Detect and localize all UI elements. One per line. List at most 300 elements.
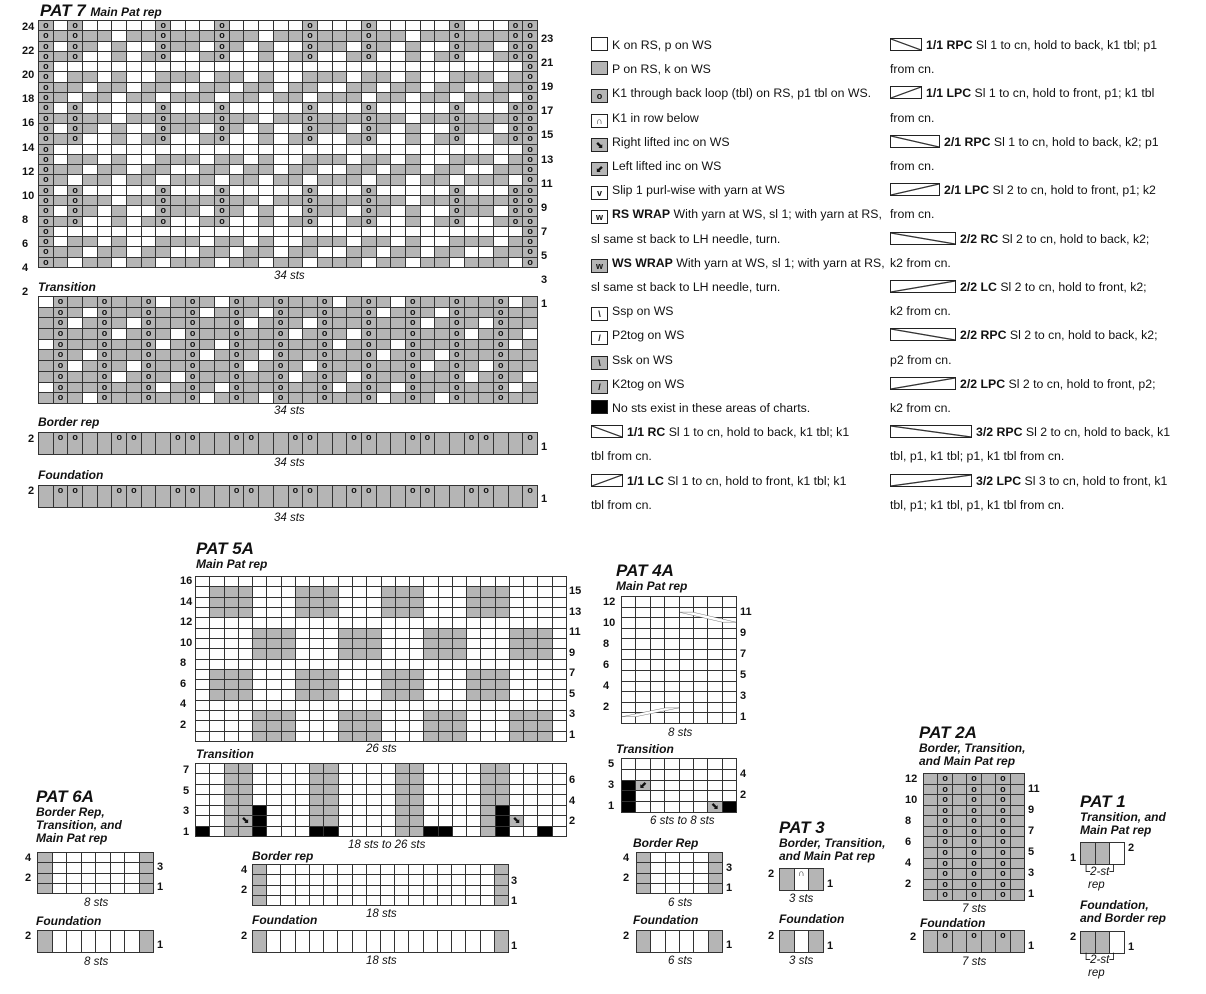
chart-cell (391, 83, 405, 92)
chart-cell (112, 361, 126, 371)
chart-cell (651, 682, 664, 692)
chart-cell (538, 660, 551, 669)
chart-cell (333, 318, 347, 328)
chart-cell (553, 721, 566, 730)
chart-cell (424, 806, 437, 815)
row-number: 15 (541, 129, 554, 142)
chart-cell (680, 759, 693, 769)
chart-cell (665, 671, 678, 681)
chart-cell (510, 690, 523, 699)
chart-cell: o (523, 134, 537, 143)
chart-cell (186, 175, 200, 184)
chart-cell (680, 931, 693, 952)
chart-cell (253, 896, 266, 905)
chart-cell (200, 52, 214, 61)
chart-cell (495, 886, 508, 895)
chart-cell (253, 690, 266, 699)
chart-cell: o (274, 340, 288, 350)
chart-cell (439, 587, 452, 596)
chart-cell (156, 433, 170, 454)
chart-cell: o (523, 145, 537, 154)
chart-cell (54, 196, 68, 205)
chart-cell (523, 340, 537, 350)
chart-cell (230, 196, 244, 205)
chart-cell (39, 383, 53, 393)
chart-cell (127, 21, 141, 30)
legend-item-text: Sl 1 to cn, hold to back, k1 tbl; k1 (665, 425, 850, 440)
pat3-subtitle: Border, Transition, and Main Pat rep (779, 836, 886, 863)
pat6a-title: PAT 6A (36, 787, 94, 806)
legend-item-text: Sl 2 to cn, hold to front, p2; (1005, 376, 1156, 391)
chart-cell (481, 774, 494, 783)
chart-cell (367, 680, 380, 689)
chart-cell: o (494, 329, 508, 339)
chart-cell (215, 372, 229, 382)
chart-cell (362, 175, 376, 184)
chart-cell: o (362, 329, 376, 339)
chart-cell (281, 875, 294, 884)
chart-cell (953, 774, 966, 784)
chart-cell: o (142, 340, 156, 350)
chart-cell: o (509, 134, 523, 143)
chart-cell (127, 258, 141, 267)
chart-cell (377, 114, 391, 123)
chart-cell (680, 660, 693, 670)
row-number: 2 (22, 286, 29, 299)
chart-cell (324, 577, 337, 586)
chart-cell (253, 865, 266, 874)
chart-cell (439, 711, 452, 720)
chart-cell (140, 884, 154, 893)
chart-cell (396, 608, 409, 617)
chart-cell (310, 701, 323, 710)
chart-cell (83, 227, 97, 236)
chart-cell (391, 258, 405, 267)
stitch-symbol-icon: o (591, 89, 608, 103)
chart-cell: o (68, 134, 82, 143)
chart-cell (324, 721, 337, 730)
chart-cell (466, 931, 479, 952)
chart-cell (524, 764, 537, 773)
chart-cell (347, 247, 361, 256)
chart-cell (171, 318, 185, 328)
chart-cell (435, 247, 449, 256)
chart-cell (282, 764, 295, 773)
chart-cell (479, 393, 493, 403)
pat4a-border-chart (636, 852, 723, 894)
chart-cell (391, 196, 405, 205)
chart-cell (244, 329, 258, 339)
chart-cell (481, 785, 494, 794)
chart-cell (982, 785, 995, 795)
chart-cell (421, 145, 435, 154)
chart-cell (665, 770, 678, 780)
chart-cell (479, 372, 493, 382)
chart-cell (479, 308, 493, 318)
chart-cell (230, 237, 244, 246)
chart-cell (259, 329, 273, 339)
chart-cell (171, 372, 185, 382)
chart-cell (362, 155, 376, 164)
legend-item-text: tbl, p1; k1 tbl, p1, k1 tbl from cn. (890, 497, 1065, 512)
chart-cell: o (156, 217, 170, 226)
chart-cell: o (274, 308, 288, 318)
chart-cell (171, 83, 185, 92)
chart-cell (244, 83, 258, 92)
chart-cell (171, 165, 185, 174)
chart-cell (391, 21, 405, 30)
chart-cell (244, 196, 258, 205)
row-number: 21 (541, 57, 554, 70)
chart-cell: o (303, 196, 317, 205)
chart-cell (353, 886, 366, 895)
chart-cell (708, 759, 721, 769)
chart-cell (367, 711, 380, 720)
chart-cell (367, 639, 380, 648)
chart-cell (496, 690, 509, 699)
chart-cell (680, 781, 693, 791)
stitch-symbol-icon: \ (591, 307, 608, 321)
chart-cell (347, 308, 361, 318)
chart-cell (112, 21, 126, 30)
chart-cell (239, 827, 252, 836)
chart-cell (410, 670, 423, 679)
chart-cell (666, 874, 679, 883)
chart-cell (274, 155, 288, 164)
chart-cell (538, 577, 551, 586)
chart-cell (538, 587, 551, 596)
chart-cell (924, 795, 937, 805)
chart-cell (156, 258, 170, 267)
chart-cell (665, 608, 678, 618)
chart-cell (296, 629, 309, 638)
chart-cell (39, 308, 53, 318)
row-number: 11 (541, 177, 553, 190)
chart-cell (421, 340, 435, 350)
chart-cell (239, 711, 252, 720)
chart-cell: o (215, 206, 229, 215)
pat7-border-chart (38, 432, 538, 455)
row-number: 6 (603, 659, 610, 671)
chart-cell (239, 649, 252, 658)
chart-cell (406, 114, 420, 123)
chart-cell (96, 863, 110, 872)
chart-cell (381, 886, 394, 895)
chart-cell (142, 72, 156, 81)
chart-cell (142, 114, 156, 123)
chart-cell (333, 237, 347, 246)
chart-cell (377, 433, 391, 454)
pat4a-foundation-title: Foundation (633, 913, 699, 927)
chart-cell: ∩ (795, 869, 809, 890)
chart-cell (924, 827, 937, 837)
chart-cell (244, 297, 258, 307)
legend-item (890, 106, 1180, 130)
chart-cell (723, 597, 736, 607)
chart-cell: o (450, 308, 464, 318)
chart-cell (310, 608, 323, 617)
chart-cell (171, 21, 185, 30)
chart-cell (156, 318, 170, 328)
chart-cell (215, 72, 229, 81)
chart-cell (481, 629, 494, 638)
chart-cell (98, 134, 112, 143)
chart-cell: o (274, 329, 288, 339)
chart-cell (435, 52, 449, 61)
chart-cell (244, 340, 258, 350)
chart-cell (510, 649, 523, 658)
chart-cell (524, 806, 537, 815)
chart-cell: o (967, 795, 980, 805)
chart-cell (310, 886, 323, 895)
chart-cell (142, 155, 156, 164)
chart-cell (259, 206, 273, 215)
chart-cell (982, 848, 995, 858)
chart-cell (353, 577, 366, 586)
chart-cell (496, 806, 509, 815)
chart-cell (239, 587, 252, 596)
chart-cell (267, 774, 280, 783)
chart-cell (318, 134, 332, 143)
chart-cell (127, 42, 141, 51)
chart-cell (210, 660, 223, 669)
chart-cell (479, 258, 493, 267)
chart-cell (127, 165, 141, 174)
row-number: 1 (1028, 888, 1035, 900)
chart-cell (347, 393, 361, 403)
chart-cell (1011, 931, 1024, 952)
chart-cell (410, 816, 423, 825)
chart-cell (112, 329, 126, 339)
chart-cell (622, 682, 635, 692)
chart-cell (98, 52, 112, 61)
chart-cell: o (39, 124, 53, 133)
chart-cell (296, 690, 309, 699)
chart-cell (318, 93, 332, 102)
pat1-rep-label-2: rep (1088, 879, 1105, 891)
row-number: 6 (905, 836, 912, 848)
chart-cell (347, 52, 361, 61)
legend-item (591, 469, 881, 493)
chart-cell (171, 72, 185, 81)
row-number: 12 (22, 165, 35, 178)
chart-cell: o (318, 350, 332, 360)
row-number: 9 (541, 201, 548, 214)
chart-cell: o (479, 433, 493, 454)
chart-cell (510, 806, 523, 815)
chart-cell (259, 433, 273, 454)
chart-cell (651, 618, 664, 628)
chart-cell (310, 660, 323, 669)
chart-cell (267, 795, 280, 804)
chart-cell (377, 318, 391, 328)
row-number: 9 (569, 646, 576, 659)
chart-cell (494, 433, 508, 454)
chart-cell (481, 732, 494, 741)
chart-cell (186, 52, 200, 61)
chart-cell (239, 795, 252, 804)
chart-cell (439, 660, 452, 669)
chart-cell (367, 785, 380, 794)
chart-cell (479, 52, 493, 61)
chart-cell (367, 649, 380, 658)
chart-cell (98, 217, 112, 226)
row-number: 2 (623, 872, 630, 884)
chart-cell (481, 670, 494, 679)
chart-cell (83, 145, 97, 154)
pat5a-foundation-chart (252, 930, 509, 953)
chart-cell (200, 393, 214, 403)
chart-cell (210, 721, 223, 730)
chart-cell (467, 639, 480, 648)
chart-cell: o (523, 247, 537, 256)
chart-cell: o (938, 890, 951, 900)
chart-cell (112, 383, 126, 393)
chart-cell (98, 206, 112, 215)
chart-cell (435, 31, 449, 40)
chart-cell (267, 577, 280, 586)
chart-cell (377, 134, 391, 143)
chart-cell (225, 587, 238, 596)
chart-cell (391, 372, 405, 382)
chart-cell (362, 165, 376, 174)
chart-cell (465, 217, 479, 226)
chart-cell (171, 175, 185, 184)
chart-cell (200, 155, 214, 164)
chart-cell (333, 258, 347, 267)
legend-item (890, 493, 1180, 517)
legend-item-name: 1/1 RPC (926, 38, 973, 52)
chart-cell (259, 318, 273, 328)
chart-cell (186, 93, 200, 102)
chart-cell (333, 134, 347, 143)
chart-cell (353, 701, 366, 710)
chart-cell (367, 764, 380, 773)
chart-cell (665, 618, 678, 628)
legend-item-name: RS WRAP (612, 207, 671, 222)
legend-item-text: K1 in row below (612, 110, 699, 125)
chart-cell: o (142, 350, 156, 360)
chart-cell (339, 618, 352, 627)
chart-cell (665, 692, 678, 702)
chart-cell: o (156, 134, 170, 143)
chart-cell (339, 639, 352, 648)
pat5a-subtitle: Main Pat rep (196, 557, 268, 571)
chart-cell (452, 896, 465, 905)
row-number: 3 (183, 805, 190, 817)
row-number: 3 (511, 875, 518, 887)
chart-cell (83, 372, 97, 382)
chart-cell (296, 886, 309, 895)
chart-cell (96, 874, 110, 883)
chart-cell (171, 237, 185, 246)
chart-cell (171, 134, 185, 143)
legend-item-name: 2/2 LPC (960, 376, 1006, 391)
chart-cell: o (39, 217, 53, 226)
legend-item (591, 202, 881, 226)
chart-cell (310, 816, 323, 825)
chart-cell (465, 165, 479, 174)
chart-cell (296, 785, 309, 794)
chart-cell (924, 869, 937, 879)
chart-cell (406, 155, 420, 164)
chart-cell (142, 124, 156, 133)
pat3-sts: 3 sts (789, 893, 814, 905)
chart-cell (651, 597, 664, 607)
chart-cell (310, 795, 323, 804)
chart-cell (324, 785, 337, 794)
chart-cell (465, 372, 479, 382)
chart-cell (215, 165, 229, 174)
chart-cell (318, 155, 332, 164)
chart-cell (125, 863, 139, 872)
chart-cell (324, 680, 337, 689)
chart-cell (495, 875, 508, 884)
chart-cell (318, 247, 332, 256)
chart-cell (680, 650, 693, 660)
chart-cell (267, 587, 280, 596)
chart-cell (553, 764, 566, 773)
chart-cell (450, 165, 464, 174)
chart-cell (196, 618, 209, 627)
chart-cell (553, 774, 566, 783)
stitch-symbol-icon: w (591, 210, 608, 224)
chart-cell (310, 690, 323, 699)
chart-cell (421, 114, 435, 123)
chart-cell (452, 875, 465, 884)
chart-cell (953, 785, 966, 795)
chart-cell (196, 764, 209, 773)
chart-cell (410, 587, 423, 596)
chart-cell (924, 848, 937, 858)
chart-cell (481, 608, 494, 617)
pat4a-foundation-row-right: 1 (726, 939, 733, 951)
chart-cell (347, 145, 361, 154)
chart-cell (424, 875, 437, 884)
chart-cell (82, 884, 96, 893)
chart-cell (67, 863, 81, 872)
chart-cell: o (450, 350, 464, 360)
chart-cell (200, 383, 214, 393)
chart-cell (510, 598, 523, 607)
chart-cell (391, 114, 405, 123)
chart-cell: o (362, 297, 376, 307)
chart-cell (524, 608, 537, 617)
row-number: 23 (541, 33, 554, 45)
chart-cell (435, 433, 449, 454)
chart-cell (200, 258, 214, 267)
chart-cell: o (215, 21, 229, 30)
chart-cell (156, 383, 170, 393)
chart-cell: o (303, 114, 317, 123)
chart-cell (809, 931, 823, 952)
chart-cell: o (938, 806, 951, 816)
chart-cell (421, 72, 435, 81)
chart-cell (200, 114, 214, 123)
chart-cell (680, 791, 693, 801)
chart-cell (296, 816, 309, 825)
chart-cell (377, 93, 391, 102)
chart-cell: o (509, 31, 523, 40)
chart-cell (435, 227, 449, 236)
chart-cell (274, 31, 288, 40)
pat7-foundation-row-left: 2 (28, 485, 35, 497)
chart-cell (453, 598, 466, 607)
chart-cell (200, 486, 214, 507)
chart-cell (156, 227, 170, 236)
chart-cell (637, 874, 650, 883)
chart-cell (982, 931, 995, 952)
